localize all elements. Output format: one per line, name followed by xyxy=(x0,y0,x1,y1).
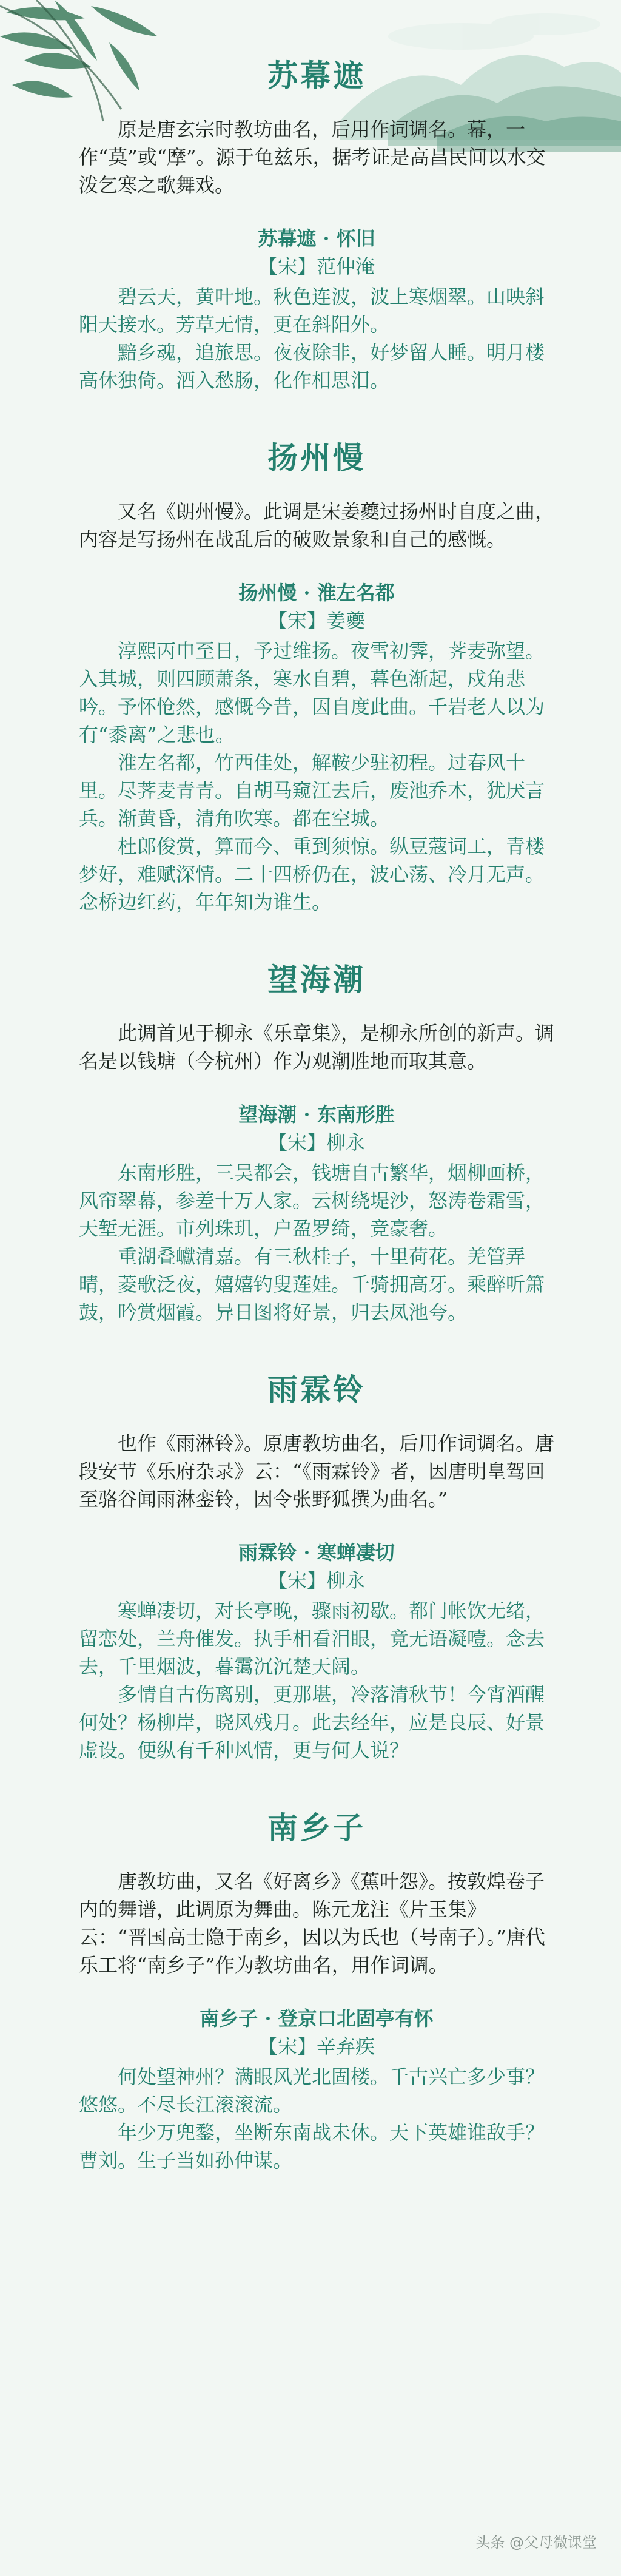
article-content xyxy=(0,55,621,2174)
section-wang-hai-chao xyxy=(0,959,621,1369)
poem-author: 【宋】范仲淹 xyxy=(258,255,375,278)
poem-author: 【宋】柳永 xyxy=(267,1569,365,1592)
section-title: 望海潮 xyxy=(267,962,366,997)
source-watermark: 头条 @父母微课堂 xyxy=(475,2534,597,2551)
poem-title: 扬州慢 · 淮左名都 xyxy=(238,581,395,604)
poem-stanza: 年少万兜鍪，坐断东南战未休。天下英雄谁敌手？曹刘。生子当如孙仲谋。 xyxy=(79,2121,545,2172)
poem-title: 南乡子 · 登京口北固亭有怀 xyxy=(200,2007,434,2030)
poem-stanza: 碧云天，黄叶地。秋色连波，波上寒烟翠。山映斜阳天接水。芳草无情，更在斜阳外。 xyxy=(79,285,545,336)
poem-author: 【宋】姜夔 xyxy=(267,609,365,632)
poem-title: 苏幕遮 · 怀旧 xyxy=(258,227,375,250)
section-title: 雨霖铃 xyxy=(267,1372,366,1408)
section-nan-xiang-zi xyxy=(0,1807,621,2174)
poem-stanza: 重湖叠巘清嘉。有三秋桂子，十里荷花。羌管弄晴，菱歌泛夜，嬉嬉钓叟莲娃。千骑拥高牙。乘醉听箫鼓，吟赏烟霞。异日图将好景，归去凤池夸。 xyxy=(79,1245,545,1324)
section-intro: 也作《雨淋铃》。原唐教坊曲名，后用作词调名。唐段安节《乐府杂录》云：“《雨霖铃》者，因唐明皇驾回至骆谷闻雨淋銮铃，因令张野狐撰为曲名。” xyxy=(79,1432,555,1511)
poem-stanza: 淳熙丙申至日，予过维扬。夜雪初霁，荠麦弥望。入其城，则四顾萧条，寒水自碧，暮色渐起，戍角悲吟。予怀怆然，感慨今昔，因自度此曲。千岩老人以为有“黍离”之悲也。 xyxy=(79,639,545,746)
section-yang-zhou-man xyxy=(0,437,621,959)
poem-author: 【宋】柳永 xyxy=(267,1131,365,1154)
section-title: 扬州慢 xyxy=(267,440,366,476)
poem-stanza: 淮左名都，竹西佳处，解鞍少驻初程。过春风十里。尽荠麦青青。自胡马窥江去后，废池乔木，犹厌言兵。渐黄昏，清角吹寒。都在空城。 xyxy=(79,751,545,830)
poem-title: 雨霖铃 · 寒蝉凄切 xyxy=(238,1541,395,1564)
poem-title: 望海潮 · 东南形胜 xyxy=(238,1103,395,1126)
section-su-mu-zhe xyxy=(0,55,621,437)
poem-stanza: 黯乡魂，追旅思。夜夜除非，好梦留人睡。明月楼高休独倚。酒入愁肠，化作相思泪。 xyxy=(79,341,545,392)
poem-stanza: 东南形胜，三吴都会，钱塘自古繁华，烟柳画桥，风帘翠幕，参差十万人家。云树绕堤沙，怒涛卷霜雪，天堑无涯。市列珠玑，户盈罗绮，竞豪奢。 xyxy=(79,1161,545,1240)
section-title: 南乡子 xyxy=(267,1810,366,1846)
section-intro: 又名《朗州慢》。此调是宋姜夔过扬州时自度之曲，内容是写扬州在战乱后的破败景象和自己的感慨。 xyxy=(79,500,555,551)
section-intro: 唐教坊曲，又名《好离乡》《蕉叶怨》。按敦煌卷子内的舞谱，此调原为舞曲。陈元龙注《片玉集》云：“晋国高士隐于南乡，因以为氏也（号南子）。”唐代乐工将“南乡子”作为教坊曲名，用作词调。 xyxy=(79,1870,545,1977)
section-intro: 原是唐玄宗时教坊曲名，后用作词调名。幕，一作“莫”或“摩”。源于龟兹乐，据考证是高昌民间以水交泼乞寒之歌舞戏。 xyxy=(79,118,546,197)
poem-author: 【宋】辛弃疾 xyxy=(258,2035,375,2058)
poem-stanza: 杜郎俊赏，算而今、重到须惊。纵豆蔻词工，青楼梦好，难赋深情。二十四桥仍在，波心荡、冷月无声。念桥边红药，年年知为谁生。 xyxy=(79,835,545,914)
poem-stanza: 寒蝉凄切，对长亭晚，骤雨初歇。都门帐饮无绪，留恋处，兰舟催发。执手相看泪眼，竟无语凝噎。念去去，千里烟波，暮霭沉沉楚天阔。 xyxy=(79,1599,545,1678)
poem-stanza: 多情自古伤离别，更那堪，冷落清秋节！今宵酒醒何处？杨柳岸，晓风残月。此去经年，应是良辰、好景虚设。便纵有千种风情，更与何人说？ xyxy=(79,1683,545,1762)
section-intro: 此调首见于柳永《乐章集》，是柳永所创的新声。调名是以钱塘（今杭州）作为观潮胜地而取其意。 xyxy=(79,1022,555,1073)
poem-stanza: 何处望神州？满眼风光北固楼。千古兴亡多少事？悠悠。不尽长江滚滚流。 xyxy=(79,2065,545,2116)
section-yu-lin-ling xyxy=(0,1369,621,1807)
section-title: 苏幕遮 xyxy=(267,58,366,93)
